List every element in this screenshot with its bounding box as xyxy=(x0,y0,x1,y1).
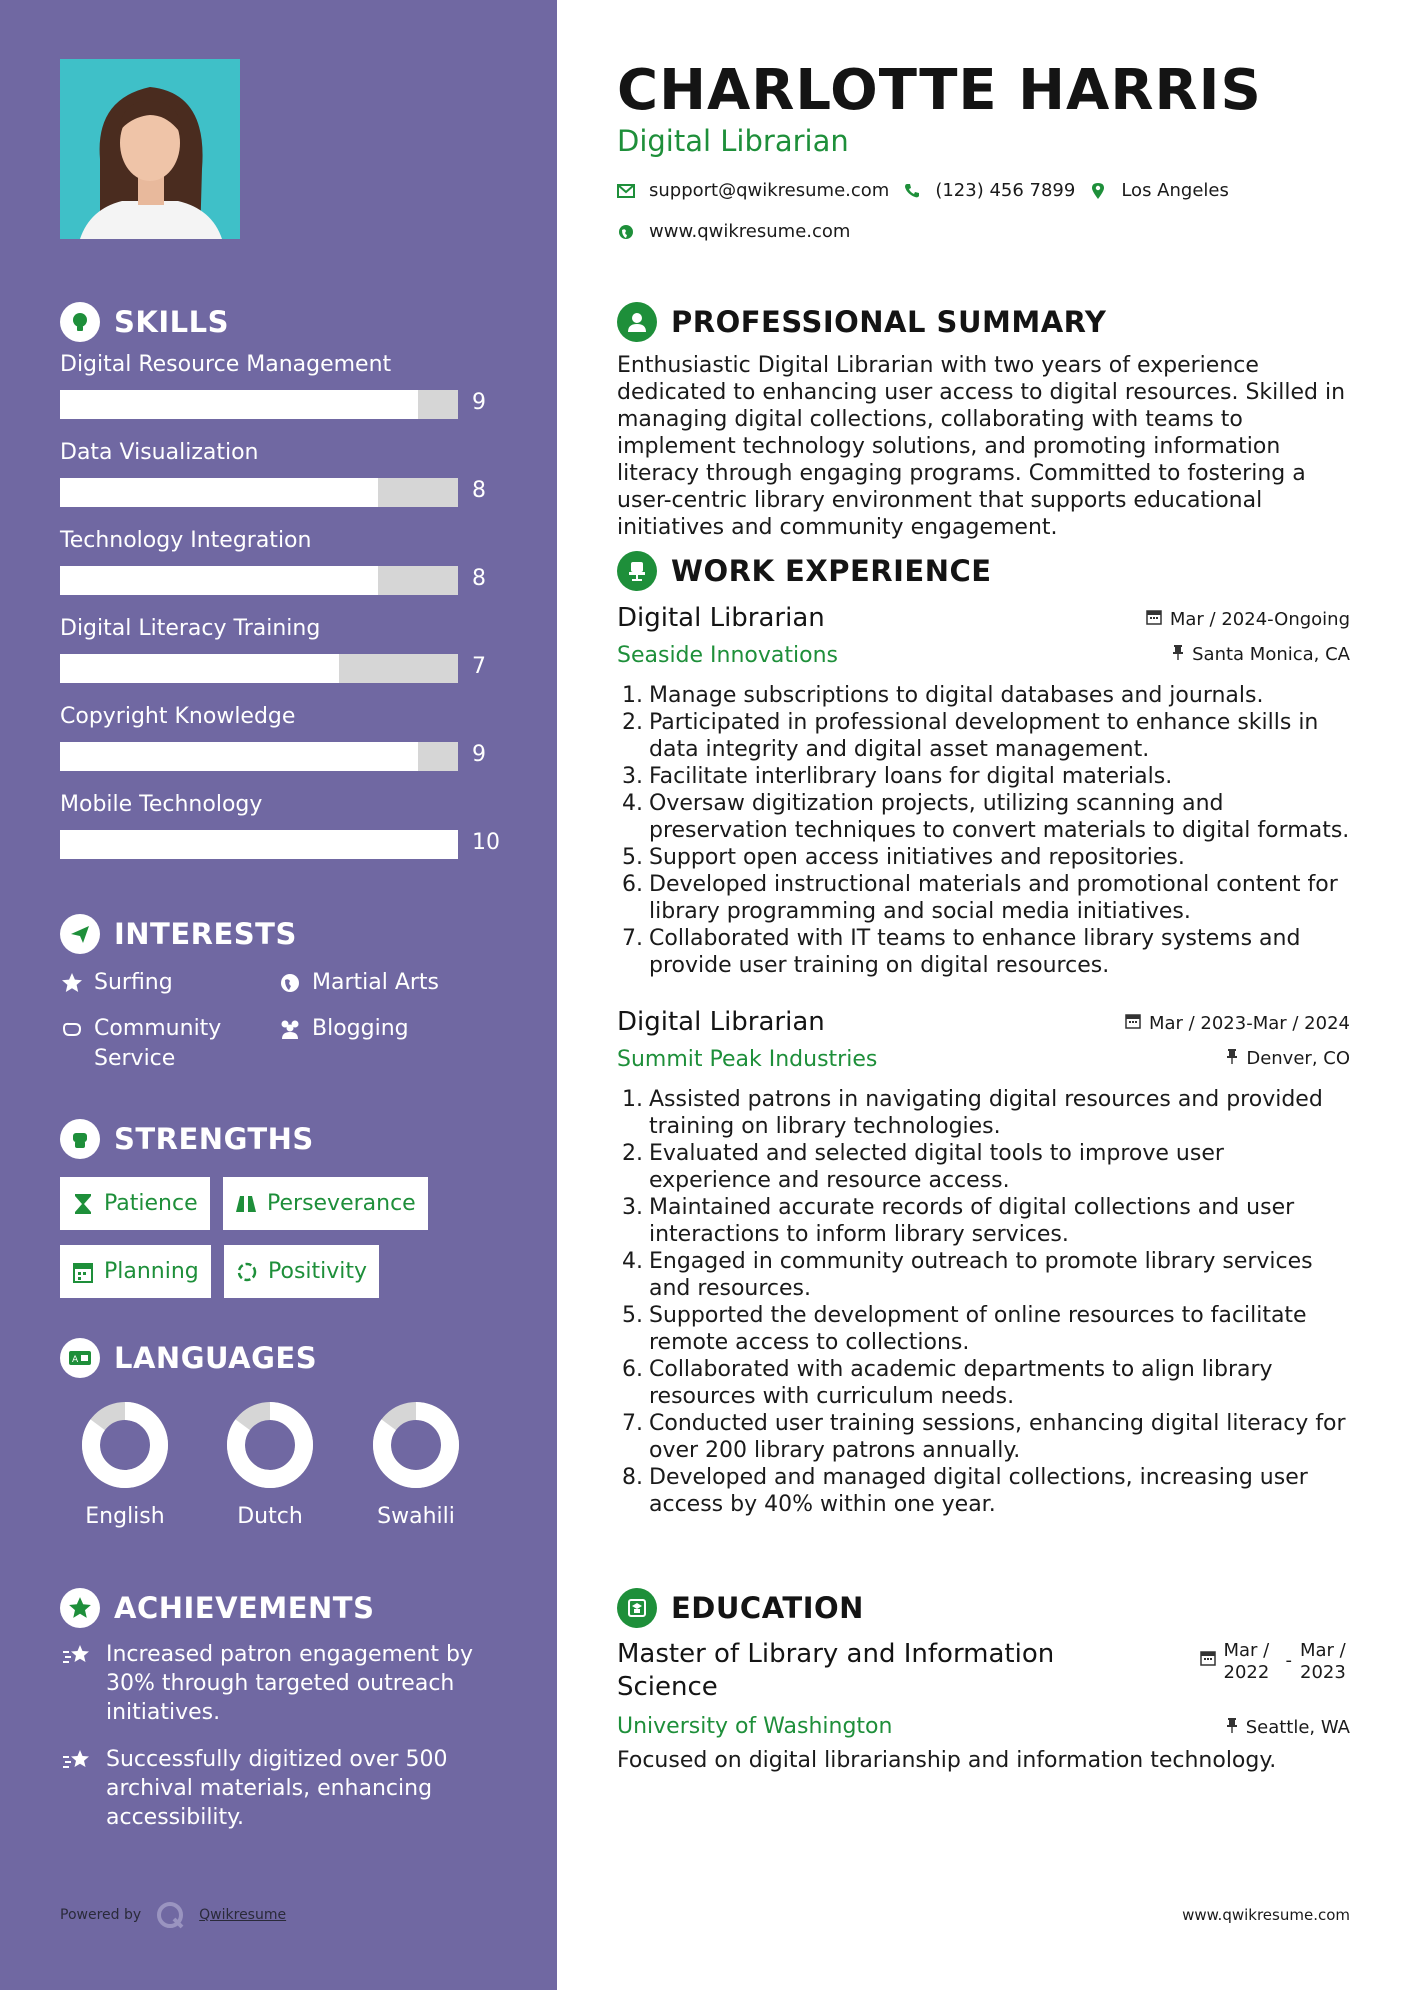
graduation-icon xyxy=(617,1588,657,1628)
job-location-text: Denver, CO xyxy=(1246,1048,1350,1069)
language-donut xyxy=(225,1400,315,1490)
education-heading xyxy=(617,1586,1350,1630)
bullet-number: 4. xyxy=(622,791,643,816)
bullet-number: 1. xyxy=(622,683,643,708)
calendar-icon xyxy=(1146,609,1162,630)
skill-bar xyxy=(60,742,458,771)
education-end: Mar / 2023 xyxy=(1300,1640,1346,1683)
skill-label: Technology Integration xyxy=(60,528,312,553)
skill-value: 8 xyxy=(472,566,486,591)
bullet-text: Oversaw digitization projects, utilizing scanning and preservation techniques to convert materials to digital formats. xyxy=(649,791,1350,843)
achievement-text: Increased patron engagement by 30% through targeted outreach initiatives. xyxy=(106,1642,474,1725)
interest-item xyxy=(278,968,439,998)
interests-section xyxy=(60,912,520,1078)
skill-bar xyxy=(60,390,458,419)
star-icon xyxy=(60,968,84,998)
skill-value: 10 xyxy=(472,830,500,855)
strengths-heading xyxy=(60,1117,520,1161)
job-dates xyxy=(1146,609,1350,630)
job-location-text: Santa Monica, CA xyxy=(1192,644,1350,665)
job-bullet xyxy=(617,1140,1350,1194)
bullet-number: 1. xyxy=(622,1087,643,1112)
calendar-icon xyxy=(72,1261,94,1283)
education-start: Mar / 2022 xyxy=(1223,1640,1270,1683)
bullet-number: 7. xyxy=(622,926,643,951)
job-bullet xyxy=(617,1410,1350,1464)
strength-label: Positivity xyxy=(268,1259,368,1284)
skills-heading xyxy=(60,300,520,344)
skill-item xyxy=(60,616,520,704)
job-bullet xyxy=(617,1464,1350,1518)
summary-title: PROFESSIONAL SUMMARY xyxy=(671,305,1107,339)
education-dates xyxy=(1200,1640,1351,1684)
interest-item xyxy=(60,1014,240,1074)
envelope-icon xyxy=(617,182,635,200)
hand-icon xyxy=(60,1014,84,1044)
calendar-icon xyxy=(1125,1013,1141,1034)
bullet-text: Supported the development of online resources to facilitate remote access to collections. xyxy=(649,1303,1307,1355)
summary-text: Enthusiastic Digital Librarian with two years of experience dedicated to enhancing user access to digital resources. Skilled in managing digital collections, collaborating with teams to implement technology solutions, and promoting information literacy through engaging programs. Committed to fostering a user-centric library environment that supports educational initiatives and community engagement. xyxy=(617,353,1346,540)
job-bullet xyxy=(617,1086,1350,1140)
bullet-text: Support open access initiatives and repositories. xyxy=(649,845,1185,870)
profile-photo xyxy=(60,59,240,239)
skill-item xyxy=(60,528,520,616)
languages-section xyxy=(60,1336,520,1550)
strength-chip xyxy=(60,1177,210,1230)
experience-section xyxy=(617,549,1350,1518)
interests-heading xyxy=(60,912,520,956)
languages-list xyxy=(60,1400,520,1550)
language-icon xyxy=(60,1338,100,1378)
contact-phone[interactable]: (123) 456 7899 xyxy=(935,180,1076,201)
skills-title: SKILLS xyxy=(114,305,229,339)
bullet-text: Facilitate interlibrary loans for digital materials. xyxy=(649,764,1173,789)
globe-icon xyxy=(617,223,635,241)
education-degree: Master of Library and Information Science xyxy=(617,1639,1055,1702)
strengths-title: STRENGTHS xyxy=(114,1122,314,1156)
bullet-number: 3. xyxy=(622,764,643,789)
strength-label: Planning xyxy=(104,1259,199,1284)
interest-label: Surfing xyxy=(94,970,173,995)
skill-item xyxy=(60,704,520,792)
powered-by xyxy=(60,1900,286,1930)
languages-heading xyxy=(60,1336,520,1380)
skill-bar-fill xyxy=(60,566,378,595)
map-marker-icon xyxy=(1089,182,1107,200)
bullet-text: Assisted patrons in navigating digital resources and provided training on library technologies. xyxy=(649,1087,1323,1139)
powered-by-label: Powered by xyxy=(60,1907,142,1923)
skill-item xyxy=(60,792,520,880)
skill-label: Data Visualization xyxy=(60,440,259,465)
skills-section xyxy=(60,300,520,880)
job-title: Digital Librarian xyxy=(617,603,825,633)
strengths-section xyxy=(60,1117,520,1327)
job-company: Summit Peak Industries xyxy=(617,1047,878,1072)
interest-label: Martial Arts xyxy=(312,970,440,995)
job-bullet xyxy=(617,790,1350,844)
user-icon xyxy=(617,302,657,342)
education-entry xyxy=(617,1638,1350,1774)
paper-plane-icon xyxy=(60,914,100,954)
users-icon xyxy=(278,1014,302,1044)
footer-url[interactable]: www.qwikresume.com xyxy=(1182,1906,1350,1924)
skill-label: Digital Resource Management xyxy=(60,352,392,377)
fist-icon xyxy=(60,1119,100,1159)
job-bullet xyxy=(617,925,1350,979)
job-bullets xyxy=(617,1086,1350,1518)
strength-label: Patience xyxy=(104,1191,198,1216)
pushpin-icon xyxy=(1226,1048,1238,1069)
circle-notch-icon xyxy=(236,1261,258,1283)
shooting-star-icon xyxy=(60,1745,94,1774)
achievement-item xyxy=(60,1745,520,1832)
skill-bar-fill xyxy=(60,830,458,859)
strength-chip xyxy=(223,1177,428,1230)
bullet-text: Participated in professional development to enhance skills in data integrity and digital asset management. xyxy=(649,710,1319,762)
bullet-text: Maintained accurate records of digital collections and user interactions to inform library services. xyxy=(649,1195,1295,1247)
interests-list xyxy=(60,968,520,1078)
candidate-title: Digital Librarian xyxy=(617,124,849,158)
education-description: Focused on digital librarianship and information technology. xyxy=(617,1748,1277,1773)
education-location xyxy=(1226,1717,1350,1738)
interest-label: Blogging xyxy=(312,1016,409,1041)
skill-label: Copyright Knowledge xyxy=(60,704,296,729)
skill-item xyxy=(60,352,520,440)
strength-label: Perseverance xyxy=(267,1191,416,1216)
date-separator: - xyxy=(1285,1650,1292,1671)
achievement-text: Successfully digitized over 500 archival materials, enhancing accessibility. xyxy=(106,1747,448,1830)
job-bullet xyxy=(617,682,1350,709)
job-location xyxy=(1172,644,1350,665)
interest-item xyxy=(60,968,173,998)
phone-icon xyxy=(903,182,921,200)
skill-value: 7 xyxy=(472,654,486,679)
job-dates-text: Mar / 2024-Ongoing xyxy=(1169,609,1350,630)
skill-bar-fill xyxy=(60,478,378,507)
contact-row xyxy=(617,221,850,242)
skill-bar-fill xyxy=(60,742,418,771)
bullet-text: Engaged in community outreach to promote library services and resources. xyxy=(649,1249,1313,1301)
sidebar xyxy=(0,0,557,1990)
bullet-number: 3. xyxy=(622,1195,643,1220)
skill-label: Mobile Technology xyxy=(60,792,263,817)
summary-heading xyxy=(617,300,1350,344)
contact-website[interactable]: www.qwikresume.com xyxy=(649,221,851,242)
star-badge-icon xyxy=(60,1588,100,1628)
skill-bar-fill xyxy=(60,654,339,683)
globe-icon xyxy=(278,968,302,998)
binoculars-icon xyxy=(235,1193,257,1215)
language-item xyxy=(351,1400,481,1529)
job-dates xyxy=(1125,1013,1350,1034)
pushpin-icon xyxy=(1226,1717,1238,1738)
job-bullet xyxy=(617,1356,1350,1410)
bullet-number: 2. xyxy=(622,710,643,735)
skill-bar xyxy=(60,478,458,507)
skill-value: 9 xyxy=(472,390,486,415)
strengths-list xyxy=(60,1177,520,1327)
bullet-text: Manage subscriptions to digital databases and journals. xyxy=(649,683,1264,708)
pushpin-icon xyxy=(1172,644,1184,665)
bullet-text: Developed instructional materials and promotional content for library programming and social media initiatives. xyxy=(649,872,1338,924)
interests-title: INTERESTS xyxy=(114,917,297,951)
job-entry xyxy=(617,1007,1350,1518)
job-location xyxy=(1226,1048,1350,1069)
job-company: Seaside Innovations xyxy=(617,643,838,668)
job-entry xyxy=(617,603,1350,979)
bullet-text: Developed and managed digital collections, increasing user access by 40% within one year. xyxy=(649,1465,1308,1517)
job-title: Digital Librarian xyxy=(617,1007,825,1037)
language-item xyxy=(60,1400,190,1529)
qwikresume-link[interactable]: Qwikresume xyxy=(199,1907,287,1923)
bullet-number: 7. xyxy=(622,1411,643,1436)
skill-bar xyxy=(60,654,458,683)
languages-title: LANGUAGES xyxy=(114,1341,318,1375)
hourglass-icon xyxy=(72,1193,94,1215)
skill-bar xyxy=(60,566,458,595)
bullet-number: 2. xyxy=(622,1141,643,1166)
skill-bar-fill xyxy=(60,390,418,419)
education-title: EDUCATION xyxy=(671,1591,864,1625)
language-label: English xyxy=(85,1504,165,1529)
achievements-title: ACHIEVEMENTS xyxy=(114,1591,375,1625)
interest-item xyxy=(278,1014,409,1044)
job-bullet xyxy=(617,1302,1350,1356)
job-bullet xyxy=(617,709,1350,763)
job-bullet xyxy=(617,1194,1350,1248)
job-bullet xyxy=(617,844,1350,871)
bullet-text: Evaluated and selected digital tools to improve user experience and resource access. xyxy=(649,1141,1224,1193)
bullet-number: 5. xyxy=(622,845,643,870)
qwikresume-logo-icon xyxy=(155,1900,185,1930)
job-bullet xyxy=(617,871,1350,925)
bullet-number: 6. xyxy=(622,872,643,897)
achievement-item xyxy=(60,1640,520,1727)
briefcase-chair-icon xyxy=(617,551,657,591)
job-bullet xyxy=(617,763,1350,790)
skill-item xyxy=(60,440,520,528)
education-location-text: Seattle, WA xyxy=(1245,1717,1350,1738)
strength-chip xyxy=(224,1245,379,1298)
skill-value: 8 xyxy=(472,478,486,503)
bullet-text: Conducted user training sessions, enhancing digital literacy for over 200 library patrons annually. xyxy=(649,1411,1346,1463)
achievements-section xyxy=(60,1586,520,1832)
shooting-star-icon xyxy=(60,1640,94,1669)
job-dates-text: Mar / 2023-Mar / 2024 xyxy=(1148,1013,1350,1034)
bullet-text: Collaborated with academic departments to align library resources with curriculum needs. xyxy=(649,1357,1273,1409)
experience-heading xyxy=(617,549,1350,593)
candidate-name: CHARLOTTE HARRIS xyxy=(617,58,1262,123)
contact-email[interactable]: support@qwikresume.com xyxy=(649,180,890,201)
contact-row xyxy=(617,180,1229,201)
summary-section xyxy=(617,300,1350,541)
job-bullet xyxy=(617,1248,1350,1302)
bullet-text: Collaborated with IT teams to enhance library systems and provide user training on digital resources. xyxy=(649,926,1301,978)
lightbulb-icon xyxy=(60,302,100,342)
achievements-heading xyxy=(60,1586,520,1630)
skills-list xyxy=(60,352,520,880)
skill-bar xyxy=(60,830,458,859)
svg-text:A: A xyxy=(72,1355,79,1365)
skill-label: Digital Literacy Training xyxy=(60,616,321,641)
language-donut xyxy=(80,1400,170,1490)
language-item xyxy=(205,1400,335,1529)
education-section xyxy=(617,1586,1350,1774)
experience-title: WORK EXPERIENCE xyxy=(671,554,992,588)
contact-location: Los Angeles xyxy=(1121,180,1229,201)
language-label: Swahili xyxy=(377,1504,455,1529)
bullet-number: 8. xyxy=(622,1465,643,1490)
language-donut xyxy=(371,1400,461,1490)
job-bullets xyxy=(617,682,1350,979)
achievements-list xyxy=(60,1640,520,1832)
skill-value: 9 xyxy=(472,742,486,767)
interest-label: Community Service xyxy=(94,1016,222,1071)
education-school: University of Washington xyxy=(617,1714,893,1739)
bullet-number: 6. xyxy=(622,1357,643,1382)
bullet-number: 4. xyxy=(622,1249,643,1274)
bullet-number: 5. xyxy=(622,1303,643,1328)
language-label: Dutch xyxy=(237,1504,303,1529)
strength-chip xyxy=(60,1245,211,1298)
calendar-icon xyxy=(1200,1650,1216,1671)
